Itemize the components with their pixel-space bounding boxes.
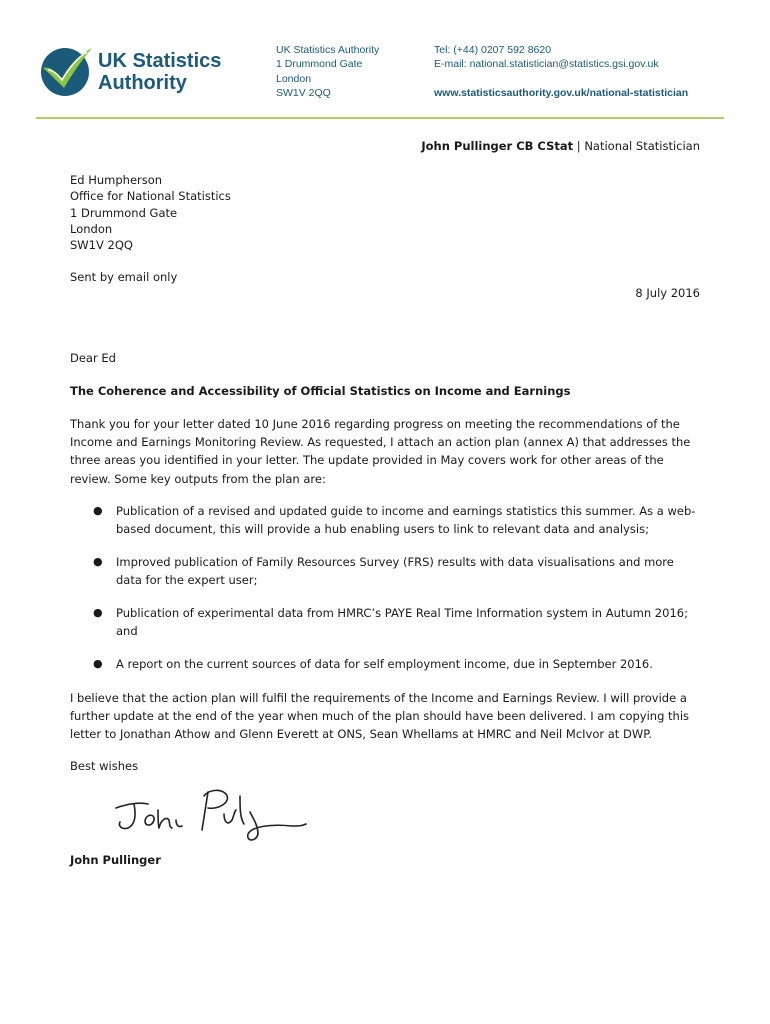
handwritten-signature [112,786,312,850]
recipient-line: 1 Drummond Gate [70,205,178,220]
bullet-icon: ● [93,554,103,568]
list-item [70,502,700,538]
email-link[interactable]: E-mail: national.statistician@statistics.gsi.gov.uk [434,58,659,71]
sent-note: Sent by email only [70,270,178,284]
list-item [70,553,700,589]
list-item-text: Improved publication of Family Resources Survey (FRS) results with data visualisations and more data for the expert user; [116,554,674,588]
telephone: Tel: (+44) 0207 592 8620 [434,44,552,56]
uksa-logo-mark-icon [40,46,94,98]
sender-separator: | [573,139,585,153]
list-item-text: A report on the current sources of data for self employment income, due in September 2016. [116,656,653,671]
website-link[interactable]: www.statisticsauthority.gov.uk/national-statistician [434,86,689,99]
bullet-icon: ● [93,605,103,619]
closing: Best wishes [70,759,139,773]
recipient-line: Ed Humpherson [70,173,163,187]
address-line: SW1V 2QQ [276,86,331,99]
logo-wordmark [98,50,221,94]
address-line: UK Statistics Authority [276,44,380,56]
recipient-line: London [70,221,113,236]
list-item [70,655,700,673]
sender-role: National Statistician [584,139,700,153]
letter-date: 8 July 2016 [635,286,700,300]
list-item [70,604,700,640]
list-item-text: Publication of a revised and updated guide to income and earnings statistics this summer. As a web-based document, this will provide a hub enabling users to link to relevant data and analysis; [116,504,696,537]
contact-details [434,43,688,100]
signature-icon [112,786,312,846]
key-outputs-list [70,502,700,687]
logo-line-2: Authority [98,72,187,94]
recipient-line: SW1V 2QQ [70,238,133,253]
salutation: Dear Ed [70,351,116,365]
logo-line-1: UK Statistics [98,50,222,72]
recipient-address [70,172,231,253]
list-item-text: Publication of experimental data from HMRC’s PAYE Real Time Information system in Autumn 2016; and [116,605,688,639]
bullet-icon: ● [93,656,103,670]
bullet-icon: ● [93,504,103,517]
letterhead [0,0,770,120]
uksa-logo [40,46,240,98]
header-divider [36,117,724,119]
sender-name: John Pullinger CB CStat [421,139,574,153]
body-paragraph-1: Thank you for your letter dated 10 June 2016 regarding progress on meeting the recommendations of the Income and Earnings Monitoring Review. As requested, I attach an action plan (annex A) that addresses the three areas you identified in your letter. The update provided in May covers work for other areas of the review. Some key outputs from the plan are: [70,417,691,486]
signer-name: John Pullinger [70,853,161,867]
body-paragraph-2: I believe that the action plan will fulfil the requirements of the Income and Earnings Review. I will provide a further update at the end of the year when much of the plan should have been delivered. I am copying this letter to Jonathan Athow and Glenn Everett at ONS, Sean Whellams at HMRC and Neil McIvor at DWP. [70,691,690,742]
letter-subject: The Coherence and Accessibility of Official Statistics on Income and Earnings [70,384,571,398]
address-line: 1 Drummond Gate [276,58,363,71]
sender-line [421,139,700,153]
recipient-line: Office for National Statistics [70,189,231,204]
address-line: London [276,72,312,85]
sender-address [276,43,379,100]
